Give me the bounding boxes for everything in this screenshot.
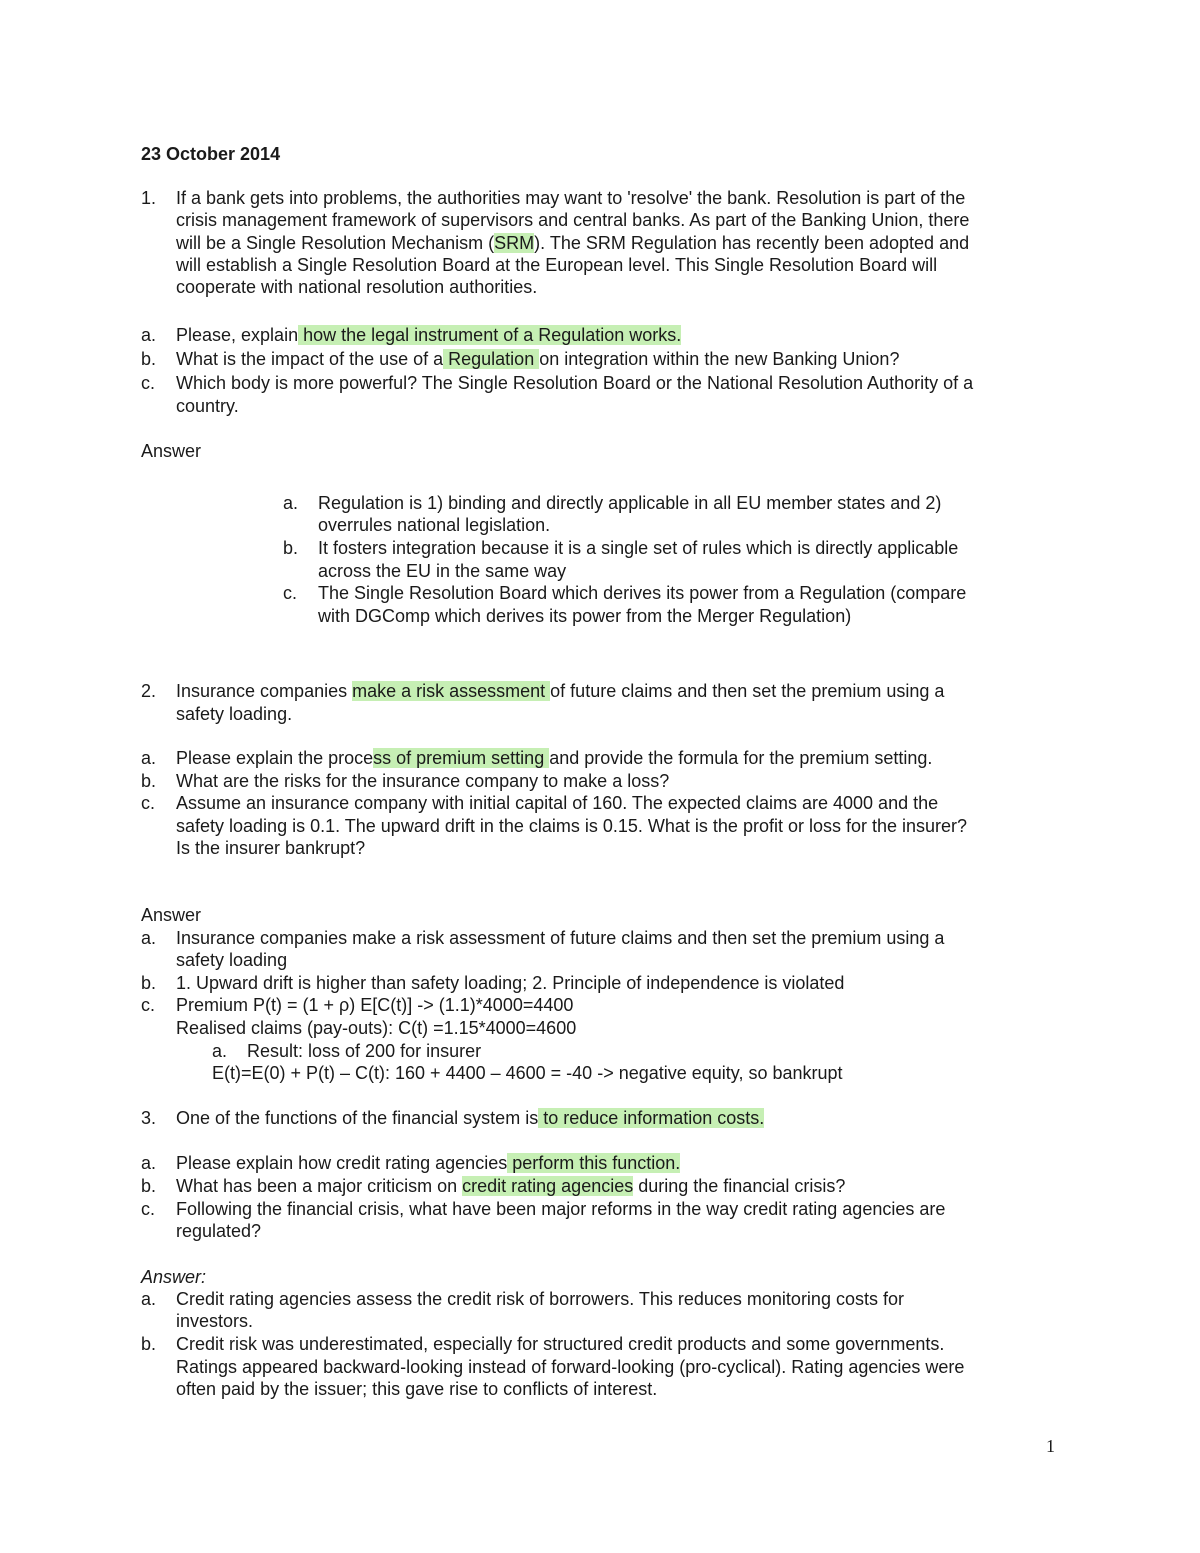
q1-text-line: will establish a Single Resolution Board at the European level. This Single Resolution Board will [176,255,938,275]
q1-answer-b-marker: b. [283,538,299,558]
q2-c-marker: c. [141,793,156,813]
q2-answer-label: Answer [141,905,202,925]
q3-answer-b-marker: b. [141,1334,157,1354]
q3-answer-label: Answer: [141,1267,207,1287]
q1-a-marker: a. [141,325,157,345]
q2-b-marker: b. [141,771,157,791]
q3-answer-a-text: investors. [176,1311,254,1331]
q1-c-marker: c. [141,373,156,393]
q3-b-marker: b. [141,1176,157,1196]
highlight: to reduce information costs. [538,1108,765,1128]
q2-answer-c-sub-marker: a. [212,1041,228,1061]
q2-answer-b-marker: b. [141,973,157,993]
q3-a-text: Please explain how credit rating agencies perform this function. [176,1153,681,1173]
q3-c-marker: c. [141,1199,156,1219]
q2-answer-a-text: safety loading [176,950,288,970]
q1-b-marker: b. [141,349,157,369]
q2-a-marker: a. [141,748,157,768]
document-date: 23 October 2014 [141,144,281,164]
highlight: perform this function. [507,1153,681,1173]
q2-answer-b-text: 1. Upward drift is higher than safety loading; 2. Principle of independence is violated [176,973,845,993]
q1-c-text: Which body is more powerful? The Single Resolution Board or the National Resolution Authority of a [176,373,974,393]
highlight: make a risk assessment [352,681,551,701]
q3-answer-b-text: Credit risk was underestimated, especially for structured credit products and some governments. [176,1334,945,1354]
q2-c-text: Assume an insurance company with initial capital of 160. The expected claims are 4000 and the [176,793,939,813]
q1-answer-label: Answer [141,441,202,461]
q2-c-text: safety loading is 0.1. The upward drift in the claims is 0.15. What is the profit or loss for the insurer? [176,816,968,836]
q3-a-marker: a. [141,1153,157,1173]
q1-answer-a-marker: a. [283,493,299,513]
q1-number: 1. [141,188,157,208]
q3-text: One of the functions of the financial system is to reduce information costs. [176,1108,765,1128]
q2-answer-c-marker: c. [141,995,156,1015]
q2-text-line: Insurance companies make a risk assessment of future claims and then set the premium using a [176,681,945,701]
q3-c-text: regulated? [176,1221,262,1241]
q3-answer-a-text: Credit rating agencies assess the credit risk of borrowers. This reduces monitoring costs for [176,1289,904,1309]
q1-text-line: will be a Single Resolution Mechanism (SRM). The SRM Regulation has recently been adopted and [176,233,970,253]
q2-answer-a-text: Insurance companies make a risk assessment of future claims and then set the premium using a [176,928,945,948]
q1-text-line: If a bank gets into problems, the authorities may want to 'resolve' the bank. Resolution is part of the [176,188,966,208]
q2-answer-c-text: Premium P(t) = (1 + ρ) E[C(t)] -> (1.1)*4000=4400 [176,995,574,1015]
q1-answer-b-text: across the EU in the same way [318,561,567,581]
q2-a-text: Please explain the process of premium setting and provide the formula for the premium setting. [176,748,933,768]
q2-number: 2. [141,681,157,701]
q1-answer-a-text: overrules national legislation. [318,515,551,535]
q2-answer-a-marker: a. [141,928,157,948]
q1-answer-c-text: The Single Resolution Board which derives its power from a Regulation (compare [318,583,967,603]
highlight: Regulation [443,349,540,369]
q2-b-text: What are the risks for the insurance company to make a loss? [176,771,670,791]
highlight: how the legal instrument of a Regulation works. [298,325,682,345]
q2-answer-c-text: Realised claims (pay-outs): C(t) =1.15*4000=4600 [176,1018,577,1038]
q1-c-text: country. [176,396,239,416]
highlight: SRM [494,233,535,253]
q1-answer-a-text: Regulation is 1) binding and directly applicable in all EU member states and 2) [318,493,942,513]
q1-answer-c-marker: c. [283,583,298,603]
page-number: 1 [1046,1436,1055,1456]
q3-answer-b-text: often paid by the issuer; this gave rise to conflicts of interest. [176,1379,658,1399]
q1-answer-c-text: with DGComp which derives its power from the Merger Regulation) [318,606,852,626]
q3-c-text: Following the financial crisis, what have been major reforms in the way credit rating agencies are [176,1199,946,1219]
q3-answer-a-marker: a. [141,1289,157,1309]
highlight: credit rating agencies [462,1176,634,1196]
highlight: ss of premium setting [373,748,550,768]
q3-answer-b-text: Ratings appeared backward-looking instead of forward-looking (pro-cyclical). Rating agencies were [176,1357,965,1377]
q2-answer-c-sub-text: E(t)=E(0) + P(t) – C(t): 160 + 4400 – 4600 = -40 -> negative equity, so bankrupt [212,1063,843,1083]
q1-answer-b-text: It fosters integration because it is a single set of rules which is directly applicable [318,538,959,558]
q1-text-line: crisis management framework of supervisors and central banks. As part of the Banking Union, there [176,210,970,230]
q1-text-line: cooperate with national resolution authorities. [176,277,538,297]
q3-b-text: What has been a major criticism on credit rating agencies during the financial crisis? [176,1176,846,1196]
q2-text-line: safety loading. [176,704,293,724]
q3-number: 3. [141,1108,157,1128]
q2-c-text: Is the insurer bankrupt? [176,838,366,858]
q1-a-text: Please, explain how the legal instrument of a Regulation works. [176,325,682,345]
q1-b-text: What is the impact of the use of a Regulation on integration within the new Banking Union? [176,349,900,369]
q2-answer-c-sub-text: Result: loss of 200 for insurer [247,1041,482,1061]
